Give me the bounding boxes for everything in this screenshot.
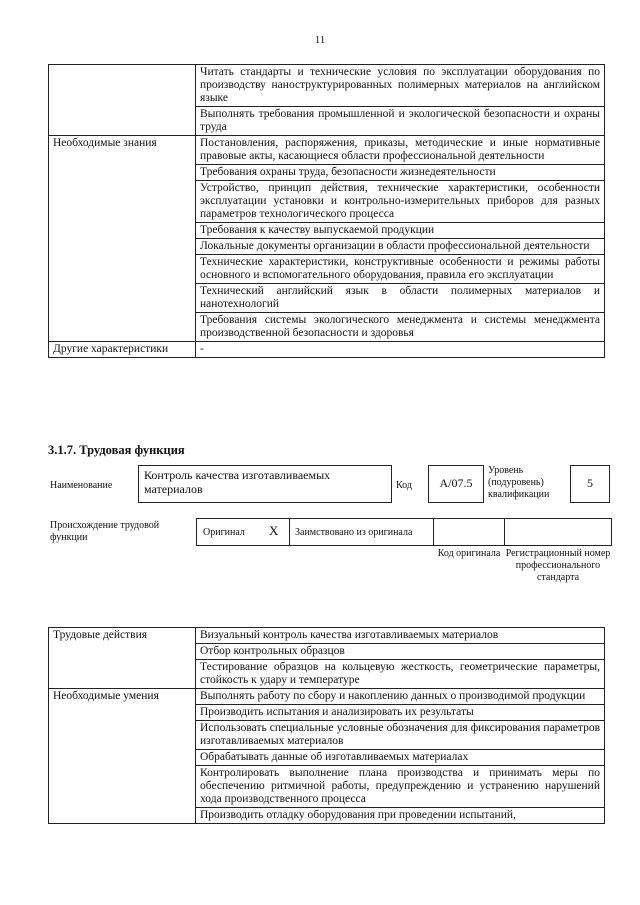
code-label: Код (396, 480, 412, 491)
reg-number-cell (504, 518, 612, 546)
row-item: Контролировать выполнение плана производства и принимать меры по обеспечению ритмичной работы, предупреждению и устранению нарушений хода производственного процесса (196, 766, 605, 808)
table-row (49, 342, 605, 358)
code-value: A/07.5 (428, 465, 484, 503)
page-number: 11 (314, 34, 326, 46)
row-item: Технические характеристики, конструктивные особенности и режимы работы основного и вспомогательного оборудования, правила его эксплуатации (196, 255, 605, 284)
row-item: Требования к качеству выпускаемой продукции (196, 223, 605, 239)
code-original-caption: Код оригинала (437, 548, 501, 559)
row-item: Устройство, принцип действия, технические характеристики, особенности эксплуатации установки и контрольно-измерительных приборов для разных параметров технологического процесса (196, 181, 605, 223)
origin-label: Происхождение трудовой функции (50, 520, 160, 543)
row-item: Обрабатывать данные об изготавливаемых материалах (196, 750, 605, 766)
row-item: Тестирование образцов на кольцевую жесткость, геометрические параметры, стойкость к удару и температуре (196, 660, 605, 689)
row-item: Технический английский язык в области полимерных материалов и нанотехнологий (196, 284, 605, 313)
original-cell (196, 518, 290, 546)
row-item: Локальные документы организации в области профессиональной деятельности (196, 239, 605, 255)
row-item: Производить отладку оборудования при проведении испытаний, (196, 808, 605, 824)
labor-actions-table (48, 627, 605, 824)
level-label: Уровень (подуровень) квалификации (488, 465, 550, 500)
name-label: Наименование (50, 480, 113, 491)
borrowed-label: Заимствовано из оригинала (295, 527, 413, 538)
row-label: Другие характеристики (49, 342, 196, 358)
row-item: Требования системы экологического менеджмента и системы менеджмента производственной безопасности и здоровья (196, 313, 605, 342)
reg-number-caption: Регистрационный номер профессионального стандарта (505, 548, 611, 583)
name-value: Контроль качества изготавливаемых материалов (138, 465, 392, 503)
borrowed-cell (289, 518, 434, 546)
row-label: Необходимые умения (49, 689, 196, 824)
row-item: Производить испытания и анализировать их результаты (196, 705, 605, 721)
table-row (49, 628, 605, 644)
row-label (49, 65, 196, 136)
row-item: Отбор контрольных образцов (196, 644, 605, 660)
table-row (49, 689, 605, 705)
row-item: Визуальный контроль качества изготавливаемых материалов (196, 628, 605, 644)
original-mark: X (269, 523, 279, 538)
section-title: 3.1.7. Трудовая функция (48, 443, 185, 457)
table-row (49, 136, 605, 165)
row-item: Постановления, распоряжения, приказы, методические и иные нормативные правовые акты, касающиеся области профессиональной деятельности (196, 136, 605, 165)
row-item: - (196, 342, 605, 358)
row-item: Читать стандарты и технические условия по эксплуатации оборудования по производству наноструктурированных полимерных материалов на английском языке (196, 65, 605, 107)
original-label: Оригинал (203, 527, 245, 538)
level-value: 5 (570, 465, 610, 503)
row-item: Выполнять работу по сбору и накоплению данных о производимой продукции (196, 689, 605, 705)
row-label: Необходимые знания (49, 136, 196, 342)
row-item: Выполнять требования промышленной и экологической безопасности и охраны труда (196, 107, 605, 136)
row-label: Трудовые действия (49, 628, 196, 689)
code-original-cell (433, 518, 505, 546)
row-item: Требования охраны труда, безопасности жизнедеятельности (196, 165, 605, 181)
table-row (49, 65, 605, 107)
row-item: Использовать специальные условные обозначения для фиксирования параметров изготавливаемых материалов (196, 721, 605, 750)
skills-knowledge-table (48, 64, 605, 358)
